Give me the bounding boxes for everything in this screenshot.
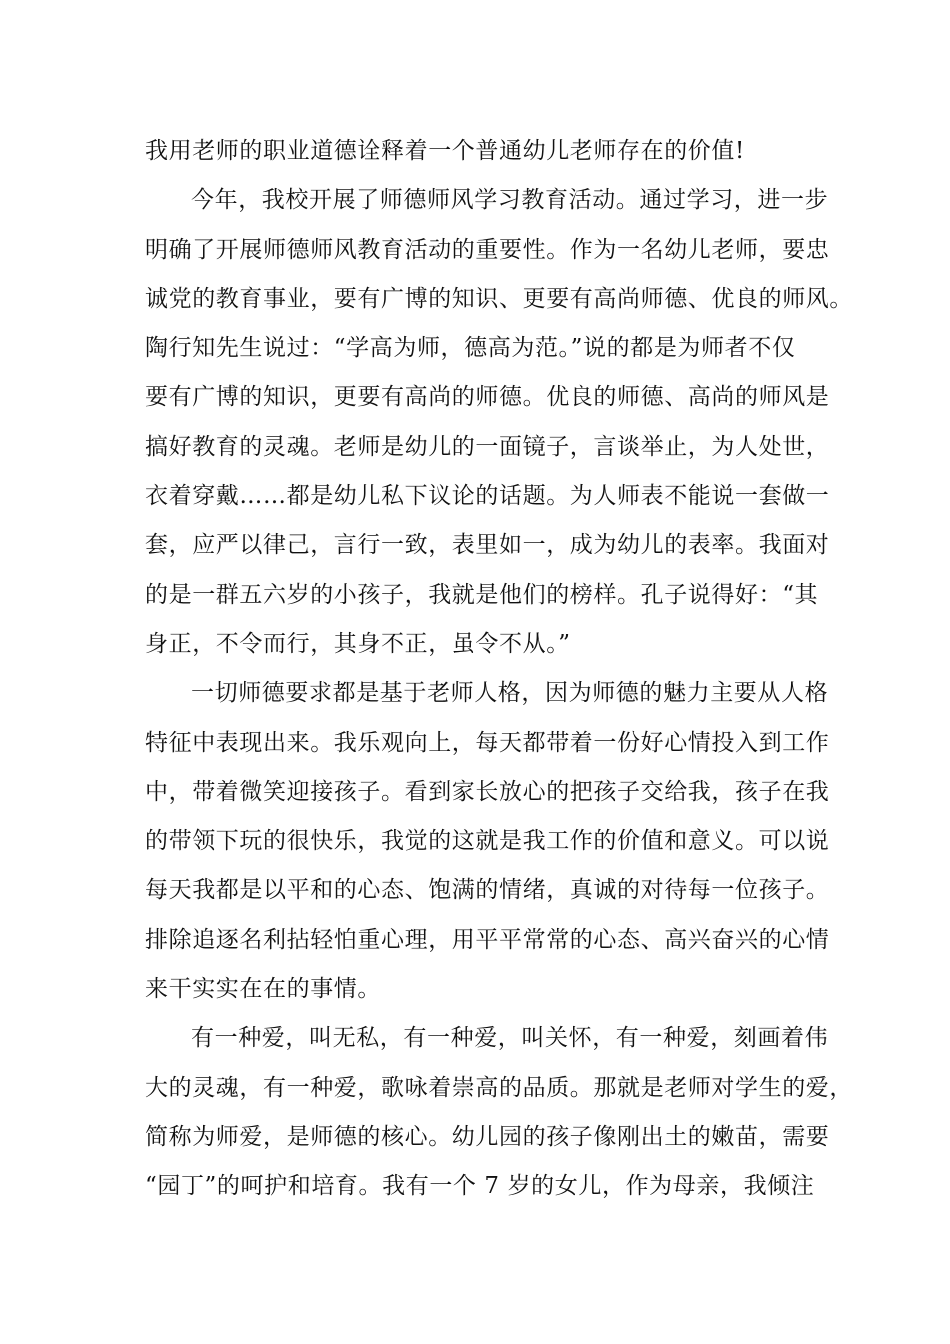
text-line: 我用老师的职业道德诠释着一个普通幼儿老师存在的价值!: [145, 138, 745, 164]
text-line: 中，带着微笑迎接孩子。看到家长放心的把孩子交给我，孩子在我: [145, 778, 830, 805]
text-line: 明确了开展师德师风教育活动的重要性。作为一名幼儿老师，要忠: [145, 236, 830, 263]
paragraph-start-line: 一切师德要求都是基于老师人格，因为师德的魅力主要从人格: [191, 680, 829, 707]
paragraph-start-line: 有一种爱，叫无私，有一种爱，叫关怀，有一种爱，刻画着伟: [191, 1025, 829, 1052]
text-line: 陶行知先生说过：“学高为师，德高为范。”说的都是为师者不仅: [145, 335, 796, 362]
body-text: [145, 127, 853, 1212]
text-line: 特征中表现出来。我乐观向上，每天都带着一份好心情投入到工作: [145, 729, 830, 756]
text-line: 衣着穿戴……都是幼儿私下议论的话题。为人师表不能说一套做一: [145, 483, 830, 510]
text-line: 要有广博的知识，更要有高尚的师德。优良的师德、高尚的师风是: [145, 384, 830, 411]
text-line: 诚党的教育事业，要有广博的知识、更要有高尚师德、优良的师风。: [145, 285, 853, 312]
text-line: 搞好教育的灵魂。老师是幼儿的一面镜子，言谈举止，为人处世，: [145, 433, 830, 460]
paragraph-start-line: 今年，我校开展了师德师风学习教育活动。通过学习，进一步: [191, 187, 829, 214]
text-line: 的是一群五六岁的小孩子，我就是他们的榜样。孔子说得好：“其: [145, 581, 819, 608]
text-line: “园丁”的呵护和培育。我有一个 7 岁的女儿，作为母亲，我倾注: [145, 1173, 815, 1200]
text-line: 每天我都是以平和的心态、饱满的情绪，真诚的对待每一位孩子。: [145, 877, 830, 904]
text-line: 套，应严以律己，言行一致，表里如一，成为幼儿的表率。我面对: [145, 532, 830, 559]
text-line: 简称为师爱，是师德的核心。幼儿园的孩子像刚出土的嫩苗，需要: [145, 1123, 830, 1150]
text-line: 大的灵魂，有一种爱，歌咏着崇高的品质。那就是老师对学生的爱，: [145, 1074, 853, 1101]
text-line: 身正，不令而行，其身不正，虽令不从。”: [145, 630, 571, 657]
text-line: 排除追逐名利拈轻怕重心理，用平平常常的心态、高兴奋兴的心情: [145, 926, 830, 953]
text-line: 来干实实在在的事情。: [145, 976, 381, 1003]
text-line: 的带领下玩的很快乐，我觉的这就是我工作的价值和意义。可以说: [145, 828, 830, 855]
